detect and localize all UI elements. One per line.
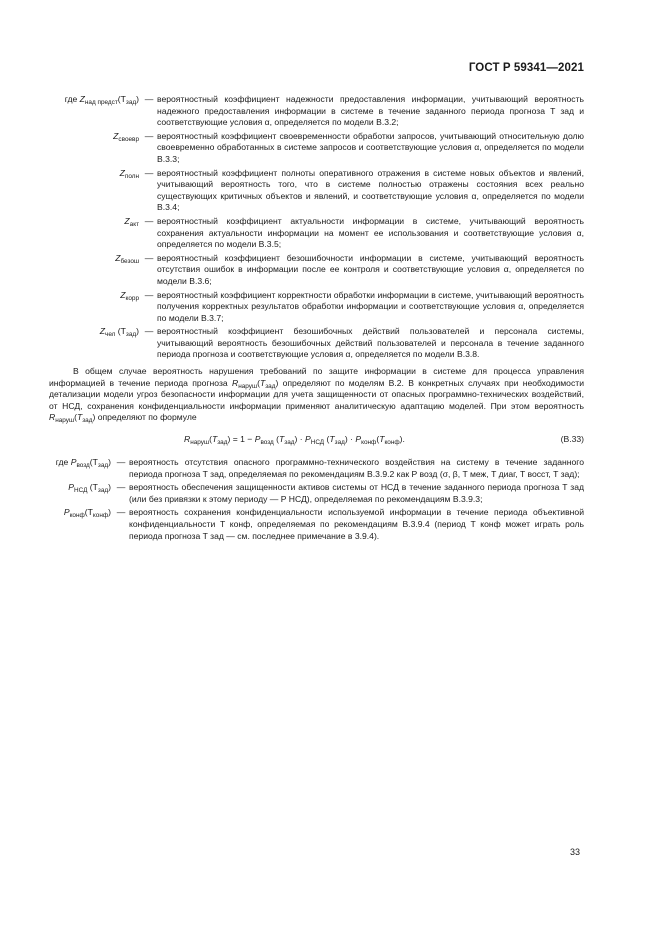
definition-description: вероятность отсутствия опасного программно-технического воздействия на систему в течение заданного периода прогноза T зад, определяемая по рекомендациям В.3.9.2 как P возд (σ, β, T меж, T диаг, T восст, T зад); — [129, 457, 584, 479]
definition-description: вероятностный коэффициент корректности обработки информации в системе, учитывающий вероятность получения корректных результатов обработки информации и соответствующие условия α, определяется по модели В.3.7; — [157, 289, 584, 323]
definition-dash: — — [144, 167, 154, 178]
definition-symbol: $Z_{чел}$ $(T_{зад})$ — [99, 326, 139, 339]
definition-dash: — — [116, 482, 126, 493]
definition-row — [49, 507, 584, 544]
definition-description: вероятностный коэффициент безошибочности информации в системе, учитывающий вероятность отсутствия ошибок в информации после ее контроля и соответствующие условия α, определяется по модели В.3.6; — [157, 252, 584, 286]
definition-symbol: $Z_{безош}$ — [115, 252, 139, 265]
definition-row — [49, 482, 584, 507]
definition-row — [49, 457, 584, 482]
formula-expression: $R_{наруш}(T_{зад}) = 1 - P_{возд}$ $(T_{зад}) \cdot P_{НСД}$ $(T_{зад}) \cdot P_{конф}(T_{конф})$. — [184, 434, 405, 447]
definition-description: вероятностный коэффициент актуальности информации в системе, учитывающий вероятность сохранения актуальности информации на момент ее использования и соответствующие условия α, определяется по модели В.3.5; — [157, 215, 584, 250]
definition-row — [49, 94, 584, 131]
definition-dash: — — [144, 252, 154, 263]
document-body — [49, 94, 584, 544]
formula-b33 — [49, 434, 584, 448]
definition-dash: — — [144, 94, 154, 104]
definition-symbol: $P_{НСД}$ $(T_{зад})$ — [68, 482, 111, 495]
definition-description: вероятностный коэффициент надежности предоставления информации, учитывающий вероятность надежного предоставления информации в системе в течение заданного периода прогноза T зад и соответствующие условия α, определяется по модели В.3.2; — [157, 94, 584, 128]
definition-row — [49, 216, 584, 253]
definition-dash: — — [116, 457, 126, 468]
definition-dash: — — [144, 326, 154, 337]
definition-symbol: $Z_{акт}$ — [124, 215, 139, 228]
definition-symbol: $Z_{полн}$ — [119, 167, 139, 180]
definition-description: вероятность обеспечения защищенности активов системы от НСД в течение заданного периода прогноза T зад (или без привязки к этому периоду — P НСД), определяемая по рекомендациям В.3.9.3; — [129, 482, 584, 504]
definition-row — [49, 168, 584, 216]
definition-description: вероятностный коэффициент безошибочных действий пользователей и персонала системы, учитывающий вероятность безошибочных действий пользователей и персонала в течение заданного периода прогноза и соответствующие условия α, определяется по модели В.3.8. — [157, 326, 584, 360]
definition-symbol: где $P_{возд}(T_{зад})$ — [55, 457, 111, 470]
general-case-paragraph: В общем случае вероятность нарушения требований по защите информации в системе для процесса управления информацией в течение периода прогноза $R_{наруш}(T_{зад})$ определяют по моделям В.2. В конкретных случаях при необходимости детализации модели угроз безопасности информации для учета защищенности от опасных программно-технических воздействий, от НСД, сохранения конфиденциальности информации применяют аналитическую адаптацию моделей. При этом вероятность $R_{наруш}(T_{зад})$ определяют по формуле — [49, 366, 584, 425]
definitions-list-probabilities — [49, 457, 584, 544]
definitions-list-coefficients — [49, 94, 584, 363]
definition-symbol: $Z_{корр}$ — [120, 289, 139, 302]
definition-dash: — — [144, 289, 154, 300]
definition-row — [49, 326, 584, 363]
definition-symbol: где $Z_{над предст}(T_{зад})$ — [64, 94, 139, 106]
definition-description: вероятностный коэффициент своевременности обработки запросов, учитывающий относительную долю своевременно обработанных в системе запросов и соответствующие условия α, определяется по модели В.3.3; — [157, 130, 584, 164]
definition-row — [49, 131, 584, 168]
definition-description: вероятность сохранения конфиденциальности используемой информации в течение периода объективной конфиденциальности T конф, определяемая по рекомендациям В.3.9.4 (период T конф может играть роль периода прогноза T зад — см. последнее примечание в 3.9.4). — [129, 507, 584, 541]
definition-description: вероятностный коэффициент полноты оперативного отражения в системе новых объектов и явлений, учитывающий вероятность того, что в системе полностью отражены состояния всех реально существующих критичных объектов и явлений, и соответствующие условия α, определяется по модели В.3.4; — [157, 167, 584, 213]
definition-dash: — — [144, 130, 154, 141]
definition-symbol: $Z_{своевр}$ — [113, 130, 139, 143]
definition-row — [49, 253, 584, 290]
page-number: 33 — [569, 847, 580, 857]
definition-dash: — — [116, 507, 126, 518]
definition-dash: — — [144, 215, 154, 226]
standard-header: ГОСТ Р 59341—2021 — [468, 62, 584, 74]
definition-symbol: $P_{конф}(T_{конф})$ — [63, 507, 111, 520]
definition-row — [49, 290, 584, 327]
formula-number: (В.33) — [560, 434, 584, 445]
